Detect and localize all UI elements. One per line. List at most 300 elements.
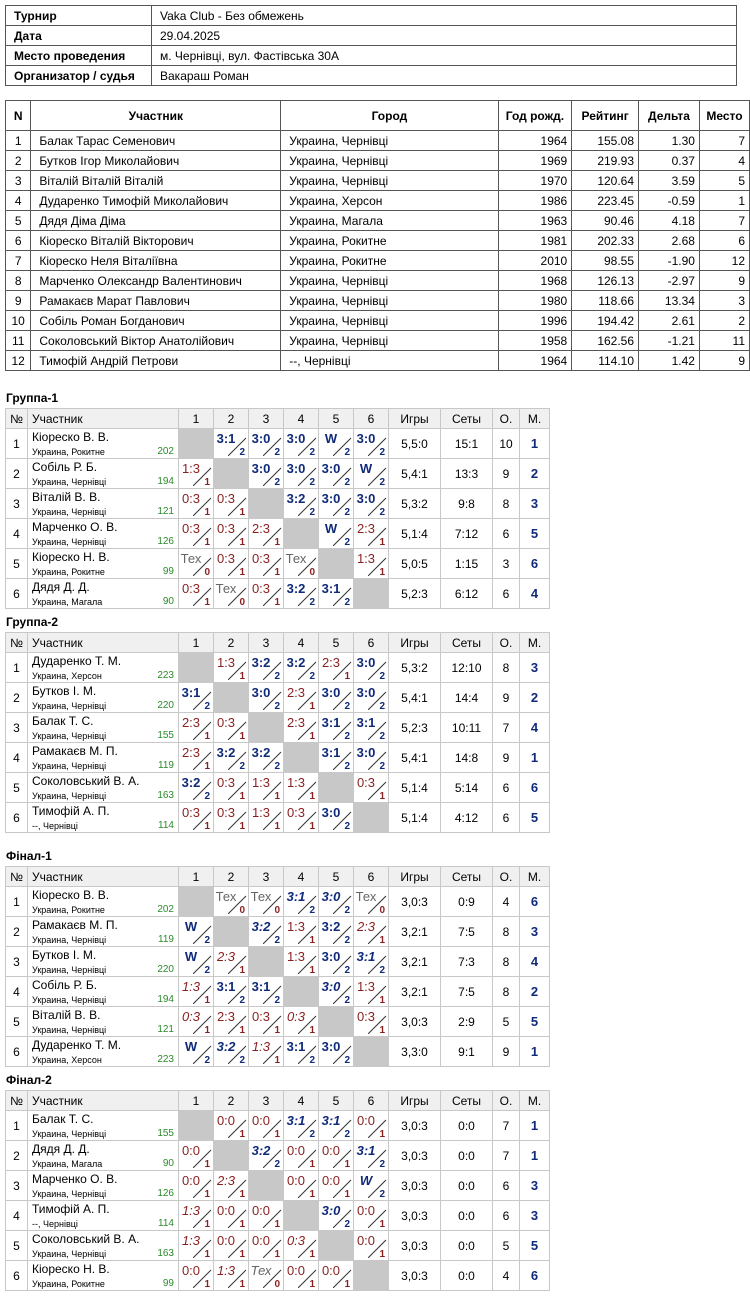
- match-result: [179, 947, 214, 977]
- player-rating: 155: [157, 1128, 174, 1139]
- match-score: W: [184, 949, 198, 964]
- points-total: 9: [493, 1037, 520, 1067]
- match-points: 1: [274, 791, 280, 802]
- match-points: 1: [309, 935, 315, 946]
- match-score: 3:0: [356, 431, 376, 446]
- points-total: 7: [493, 713, 520, 743]
- match-points: 2: [239, 995, 245, 1006]
- player-cell: [28, 917, 179, 947]
- match-result: [214, 947, 249, 977]
- match-result: [214, 743, 249, 773]
- sets-record: 10:11: [441, 713, 493, 743]
- match-score: 0:3: [216, 521, 236, 536]
- match-result: [354, 773, 389, 803]
- sets-record: 6:12: [441, 579, 493, 609]
- match-score: 3:1: [216, 431, 236, 446]
- match-score: 3:1: [286, 889, 306, 904]
- group-place: 3: [520, 489, 550, 519]
- group-table: [5, 866, 550, 1067]
- match-points: 2: [344, 821, 350, 832]
- player-city: Украина, Херсон: [32, 1055, 102, 1065]
- points-total: 6: [493, 773, 520, 803]
- match-points: 2: [379, 731, 385, 742]
- match-points: 2: [344, 935, 350, 946]
- match-points: 2: [274, 701, 280, 712]
- match-score: 1:3: [181, 1203, 201, 1218]
- participant-cell: --, Чернівці: [281, 351, 498, 371]
- group-table: [5, 408, 550, 609]
- match-points: 2: [309, 447, 315, 458]
- match-points: 1: [274, 537, 280, 548]
- match-score: 3:0: [321, 1203, 341, 1218]
- group-place: 5: [520, 1007, 550, 1037]
- sets-record: 0:0: [441, 1141, 493, 1171]
- match-result: [249, 519, 284, 549]
- match-result: [284, 917, 319, 947]
- match-score: 1:3: [181, 461, 201, 476]
- participant-cell: 4.18: [639, 211, 700, 231]
- match-result: [249, 1037, 284, 1067]
- match-score: 3:2: [251, 919, 271, 934]
- sets-record: 7:3: [441, 947, 493, 977]
- match-result: [284, 549, 319, 579]
- participants-header: Год рожд.: [498, 101, 572, 131]
- match-result: [249, 1111, 284, 1141]
- match-score: 2:3: [216, 949, 236, 964]
- player-name: Тимофій А. П.: [32, 804, 110, 818]
- participant-cell: 5: [6, 211, 31, 231]
- player-cell: [28, 519, 179, 549]
- match-points: 1: [204, 507, 210, 518]
- match-points: 1: [309, 821, 315, 832]
- participants-table: [5, 100, 750, 371]
- participant-cell: 1.30: [639, 131, 700, 151]
- match-score: 1:3: [251, 1039, 271, 1054]
- match-score: 3:1: [356, 949, 376, 964]
- group-header: 5: [319, 1091, 354, 1111]
- match-score: W: [324, 521, 338, 536]
- match-points: 0: [239, 597, 245, 608]
- points-total: 9: [493, 683, 520, 713]
- participant-cell: Украина, Чернівці: [281, 131, 498, 151]
- match-score: Тех: [355, 889, 377, 904]
- row-number: 4: [6, 1201, 28, 1231]
- group-header: О.: [493, 867, 520, 887]
- match-points: 2: [344, 701, 350, 712]
- match-points: 2: [274, 1159, 280, 1170]
- match-points: 1: [239, 507, 245, 518]
- match-result: [214, 713, 249, 743]
- match-points: 1: [204, 477, 210, 488]
- match-result: [214, 653, 249, 683]
- participant-cell: 1980: [498, 291, 572, 311]
- match-result: [249, 683, 284, 713]
- match-result: [249, 773, 284, 803]
- info-value: м. Чернівці, вул. Фастівська 30А: [152, 46, 737, 66]
- match-score: 3:2: [251, 1143, 271, 1158]
- player-cell: [28, 459, 179, 489]
- sets-record: 15:1: [441, 429, 493, 459]
- participant-cell: 1981: [498, 231, 572, 251]
- match-points: 0: [239, 905, 245, 916]
- match-result: [354, 1171, 389, 1201]
- match-points: 2: [309, 597, 315, 608]
- player-name: Марченко О. В.: [32, 1172, 118, 1186]
- group-header: 5: [319, 633, 354, 653]
- sets-record: 9:1: [441, 1037, 493, 1067]
- match-result: [179, 803, 214, 833]
- group-table: [5, 1090, 550, 1291]
- match-result: [284, 1037, 319, 1067]
- match-score: 0:3: [181, 805, 201, 820]
- match-score: 2:3: [286, 685, 306, 700]
- player-rating: 119: [158, 934, 174, 945]
- row-number: 5: [6, 549, 28, 579]
- self-cell: [214, 917, 249, 947]
- match-score: 0:3: [216, 491, 236, 506]
- participant-cell: 120.64: [572, 171, 639, 191]
- group-row: [6, 713, 550, 743]
- info-row: [6, 66, 737, 86]
- self-cell: [249, 713, 284, 743]
- participant-cell: 2010: [498, 251, 572, 271]
- participants-header: Участник: [31, 101, 281, 131]
- self-cell: [214, 459, 249, 489]
- match-result: [249, 459, 284, 489]
- match-result: [214, 1037, 249, 1067]
- sets-record: 14:8: [441, 743, 493, 773]
- player-city: Украина, Чернівці: [32, 965, 107, 975]
- match-score: 3:0: [321, 805, 341, 820]
- participant-cell: Украина, Чернівці: [281, 171, 498, 191]
- match-score: 0:0: [321, 1263, 341, 1278]
- match-points: 1: [204, 1025, 210, 1036]
- match-result: [249, 1231, 284, 1261]
- points-total: 4: [493, 1261, 520, 1291]
- participant-cell: Віталій Віталій Віталій: [31, 171, 281, 191]
- group-header: 3: [249, 867, 284, 887]
- participant-cell: 7: [699, 131, 749, 151]
- match-score: 3:0: [356, 745, 376, 760]
- match-score: Тех: [250, 1263, 272, 1278]
- match-points: 1: [239, 1189, 245, 1200]
- match-points: 1: [344, 1159, 350, 1170]
- group-header: Сеты: [441, 409, 493, 429]
- group-row: [6, 459, 550, 489]
- group-title: Группа-1: [6, 391, 59, 405]
- match-points: 2: [344, 905, 350, 916]
- games-record: 5,0:5: [389, 549, 441, 579]
- match-result: [319, 489, 354, 519]
- match-points: 2: [344, 761, 350, 772]
- match-result: [214, 1007, 249, 1037]
- group-header: 1: [179, 409, 214, 429]
- match-points: 2: [344, 597, 350, 608]
- match-result: [179, 977, 214, 1007]
- participant-cell: 1970: [498, 171, 572, 191]
- player-cell: [28, 743, 179, 773]
- player-rating: 163: [157, 1248, 174, 1259]
- match-score: 3:2: [286, 581, 306, 596]
- games-record: 3,2:1: [389, 947, 441, 977]
- player-cell: [28, 977, 179, 1007]
- match-points: 1: [274, 821, 280, 832]
- games-record: 3,0:3: [389, 1201, 441, 1231]
- participants-header: Дельта: [639, 101, 700, 131]
- match-result: [284, 1171, 319, 1201]
- points-total: 6: [493, 803, 520, 833]
- match-result: [319, 887, 354, 917]
- points-total: 5: [493, 1231, 520, 1261]
- match-result: [354, 459, 389, 489]
- group-header: 6: [354, 867, 389, 887]
- player-cell: [28, 947, 179, 977]
- group-header: М.: [520, 633, 550, 653]
- player-rating: 220: [157, 964, 174, 975]
- player-city: Украина, Чернівці: [32, 1249, 107, 1259]
- sets-record: 7:12: [441, 519, 493, 549]
- participant-cell: 118.66: [572, 291, 639, 311]
- match-points: 2: [309, 671, 315, 682]
- match-score: Тех: [215, 581, 237, 596]
- participant-cell: 1964: [498, 351, 572, 371]
- participants-header: Город: [281, 101, 498, 131]
- match-result: [319, 653, 354, 683]
- match-points: 2: [344, 447, 350, 458]
- player-name: Бутков І. М.: [32, 948, 97, 962]
- participant-cell: Кіореско Віталій Вікторович: [31, 231, 281, 251]
- group-place: 2: [520, 683, 550, 713]
- participant-row: [6, 131, 750, 151]
- match-score: 0:0: [356, 1203, 376, 1218]
- games-record: 5,4:1: [389, 683, 441, 713]
- group-header: 2: [214, 409, 249, 429]
- participant-cell: 9: [699, 271, 749, 291]
- group-row: [6, 917, 550, 947]
- match-points: 2: [239, 761, 245, 772]
- match-result: [319, 743, 354, 773]
- group-place: 2: [520, 459, 550, 489]
- info-key: Место проведения: [6, 46, 152, 66]
- match-points: 1: [204, 597, 210, 608]
- sets-record: 2:9: [441, 1007, 493, 1037]
- participant-cell: Дударенко Тимофій Миколайович: [31, 191, 281, 211]
- row-number: 5: [6, 1007, 28, 1037]
- player-rating: 126: [157, 536, 174, 547]
- player-rating: 99: [162, 566, 174, 577]
- match-score: 1:3: [286, 949, 306, 964]
- participant-cell: -1.21: [639, 331, 700, 351]
- group-row: [6, 887, 550, 917]
- match-score: 0:3: [216, 805, 236, 820]
- player-city: Украина, Рокитне: [32, 1279, 105, 1289]
- row-number: 4: [6, 977, 28, 1007]
- participant-cell: 11: [699, 331, 749, 351]
- match-score: 3:2: [251, 745, 271, 760]
- player-city: Украина, Чернівці: [32, 791, 107, 801]
- participant-cell: 9: [6, 291, 31, 311]
- match-score: 3:1: [321, 715, 341, 730]
- group-place: 6: [520, 773, 550, 803]
- match-score: 0:0: [321, 1173, 341, 1188]
- participant-cell: 9: [699, 351, 749, 371]
- match-result: [284, 1007, 319, 1037]
- player-city: Украина, Чернівці: [32, 995, 107, 1005]
- match-result: [179, 1171, 214, 1201]
- match-score: 3:0: [251, 461, 271, 476]
- match-points: 1: [239, 567, 245, 578]
- match-score: 3:0: [356, 491, 376, 506]
- participant-cell: Украина, Чернівці: [281, 331, 498, 351]
- match-score: 0:3: [286, 805, 306, 820]
- match-score: 3:0: [321, 1039, 341, 1054]
- match-score: 1:3: [286, 919, 306, 934]
- participants-header: N: [6, 101, 31, 131]
- player-cell: [28, 1171, 179, 1201]
- match-score: 3:2: [181, 775, 201, 790]
- group-row: [6, 1201, 550, 1231]
- group-place: 1: [520, 1141, 550, 1171]
- match-result: [179, 713, 214, 743]
- participant-cell: Украина, Чернівці: [281, 291, 498, 311]
- info-row: [6, 46, 737, 66]
- group-header: Участник: [28, 1091, 179, 1111]
- match-score: 0:0: [286, 1263, 306, 1278]
- player-city: Украина, Рокитне: [32, 567, 105, 577]
- match-result: [214, 1231, 249, 1261]
- info-value: Вакараш Роман: [152, 66, 737, 86]
- participant-cell: 10: [6, 311, 31, 331]
- points-total: 8: [493, 977, 520, 1007]
- match-points: 1: [204, 1159, 210, 1170]
- group-row: [6, 1111, 550, 1141]
- player-city: Украина, Чернівці: [32, 935, 107, 945]
- points-total: 7: [493, 1141, 520, 1171]
- points-total: 6: [493, 1171, 520, 1201]
- participant-cell: 4: [699, 151, 749, 171]
- info-value: 29.04.2025: [152, 26, 737, 46]
- match-points: 2: [309, 507, 315, 518]
- points-total: 3: [493, 549, 520, 579]
- participant-cell: 4: [6, 191, 31, 211]
- match-result: [284, 1261, 319, 1291]
- points-total: 8: [493, 947, 520, 977]
- player-cell: [28, 1261, 179, 1291]
- group-header: Игры: [389, 1091, 441, 1111]
- sets-record: 13:3: [441, 459, 493, 489]
- participants-header: Место: [699, 101, 749, 131]
- match-points: 1: [274, 567, 280, 578]
- participants-header: Рейтинг: [572, 101, 639, 131]
- group-header: 4: [284, 867, 319, 887]
- participant-cell: 126.13: [572, 271, 639, 291]
- match-score: 3:0: [321, 949, 341, 964]
- match-points: 1: [309, 1189, 315, 1200]
- player-city: Украина, Рокитне: [32, 447, 105, 457]
- match-result: [284, 803, 319, 833]
- match-score: Тех: [285, 551, 307, 566]
- group-header: 1: [179, 633, 214, 653]
- match-score: W: [324, 431, 338, 446]
- group-row: [6, 653, 550, 683]
- match-result: [319, 519, 354, 549]
- match-result: [284, 459, 319, 489]
- match-result: [214, 1261, 249, 1291]
- group-header: О.: [493, 1091, 520, 1111]
- participant-cell: 1996: [498, 311, 572, 331]
- self-cell: [249, 947, 284, 977]
- match-points: 1: [239, 537, 245, 548]
- points-total: 8: [493, 917, 520, 947]
- group-row: [6, 1037, 550, 1067]
- match-score: 1:3: [181, 1233, 201, 1248]
- match-score: 0:0: [216, 1113, 236, 1128]
- match-score: 0:3: [181, 1009, 201, 1024]
- match-result: [319, 429, 354, 459]
- group-place: 6: [520, 887, 550, 917]
- group-row: [6, 1231, 550, 1261]
- match-result: [214, 773, 249, 803]
- match-points: 2: [379, 477, 385, 488]
- points-total: 8: [493, 489, 520, 519]
- sets-record: 0:0: [441, 1231, 493, 1261]
- points-total: 6: [493, 519, 520, 549]
- match-points: 1: [274, 1249, 280, 1260]
- player-city: --, Чернівці: [32, 821, 78, 831]
- points-total: 6: [493, 579, 520, 609]
- match-score: 3:0: [321, 491, 341, 506]
- match-points: 1: [239, 1025, 245, 1036]
- player-rating: 121: [157, 1024, 174, 1035]
- match-points: 1: [274, 597, 280, 608]
- match-result: [214, 579, 249, 609]
- player-rating: 114: [158, 820, 174, 831]
- group-row: [6, 489, 550, 519]
- match-points: 1: [309, 791, 315, 802]
- player-city: Украина, Чернівці: [32, 507, 107, 517]
- match-result: [179, 743, 214, 773]
- participant-cell: 98.55: [572, 251, 639, 271]
- match-points: 1: [204, 821, 210, 832]
- row-number: 6: [6, 579, 28, 609]
- group-row: [6, 579, 550, 609]
- player-cell: [28, 887, 179, 917]
- group-place: 3: [520, 653, 550, 683]
- match-score: 3:0: [356, 685, 376, 700]
- match-score: 3:0: [321, 889, 341, 904]
- match-points: 2: [344, 995, 350, 1006]
- match-score: 0:0: [181, 1173, 201, 1188]
- match-result: [319, 713, 354, 743]
- player-cell: [28, 803, 179, 833]
- match-points: 2: [309, 1129, 315, 1140]
- match-result: [284, 653, 319, 683]
- match-result: [249, 429, 284, 459]
- match-points: 2: [344, 965, 350, 976]
- match-score: 1:3: [286, 775, 306, 790]
- participant-row: [6, 271, 750, 291]
- match-score: 3:0: [286, 461, 306, 476]
- group-header: М.: [520, 867, 550, 887]
- match-score: 3:2: [251, 655, 271, 670]
- group-header: 4: [284, 1091, 319, 1111]
- group-row: [6, 683, 550, 713]
- row-number: 2: [6, 1141, 28, 1171]
- match-score: 3:0: [251, 431, 271, 446]
- match-points: 1: [239, 1279, 245, 1290]
- match-score: 3:2: [286, 491, 306, 506]
- player-city: Украина, Чернівці: [32, 537, 107, 547]
